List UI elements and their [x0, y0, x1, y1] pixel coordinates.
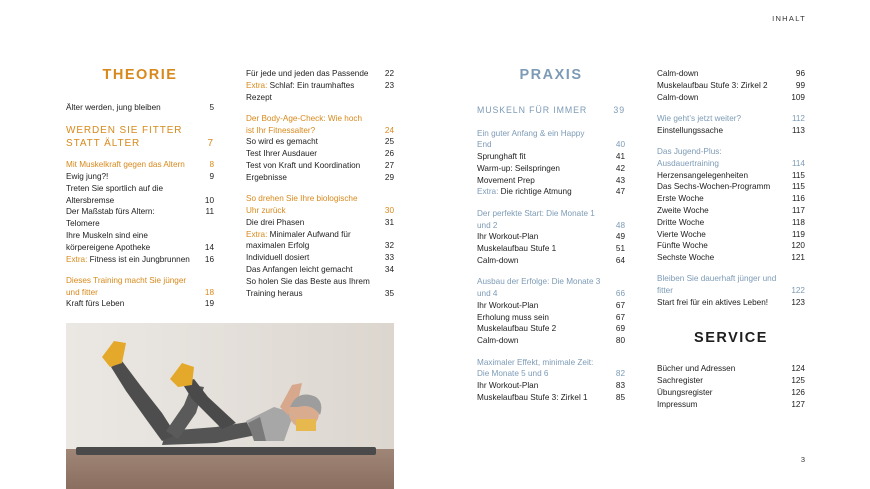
toc-entry[interactable]: Älter werden, jung bleiben 5 — [66, 102, 214, 112]
toc-entry[interactable]: Der Body-Age-Check: Wie hoch ist Ihr Fitnessalter? 24 — [246, 113, 394, 135]
toc-entry[interactable]: Ausbau der Erfolge: Die Monate 3 und 4 66 — [477, 277, 625, 299]
toc-entry[interactable]: Zweite Woche 117 — [657, 205, 805, 215]
toc-entry[interactable]: Test Ihrer Ausdauer 26 — [246, 149, 394, 159]
toc-entry[interactable]: Erholung muss sein 67 — [477, 312, 625, 322]
toc-entry[interactable]: Mit Muskelkraft gegen das Altern 8 — [66, 160, 214, 170]
toc-column-3 — [477, 68, 625, 404]
service-title: SERVICE — [694, 329, 768, 346]
toc-entry[interactable]: Calm-down 109 — [657, 92, 805, 102]
toc-entry[interactable]: So holen Sie das Beste aus Ihrem Training heraus 35 — [246, 276, 394, 298]
toc-entry[interactable]: Das Anfangen leicht gemacht 34 — [246, 264, 394, 274]
toc-entry[interactable]: Extra: Minimaler Aufwand für maximalen Erfolg 32 — [246, 229, 394, 251]
toc-entry[interactable]: Fünfte Woche 120 — [657, 241, 805, 251]
toc-entry[interactable]: Ewig jung?! 9 — [66, 172, 214, 181]
toc-entry[interactable]: Für jede und jeden das Passende 22 — [246, 69, 394, 78]
toc-entry[interactable]: Impressum 127 — [657, 399, 805, 409]
toc-entry[interactable]: Ein guter Anfang & ein Happy End 40 — [477, 128, 625, 150]
toc-entry[interactable]: Muskelaufbau Stufe 1 51 — [477, 244, 625, 254]
toc-column-1 — [66, 68, 214, 310]
toc-entry[interactable]: Vierte Woche 119 — [657, 229, 805, 239]
section-header: INHALT — [772, 14, 806, 23]
toc-entry[interactable]: Bücher und Adressen 124 — [657, 364, 805, 374]
toc-entry[interactable]: Sachregister 125 — [657, 376, 805, 386]
toc-entry[interactable]: Movement Prep 43 — [477, 175, 625, 185]
woman-exercising-illustration — [66, 323, 394, 489]
toc-entry[interactable]: Treten Sie sportlich auf die Altersbremse 10 — [66, 183, 214, 205]
toc-entry[interactable]: Sprunghaft fit 41 — [477, 152, 625, 162]
toc-entry[interactable]: Extra: Die richtige Atmung 47 — [477, 187, 625, 197]
toc-entry[interactable]: Calm-down 80 — [477, 336, 625, 346]
exercise-photo — [66, 323, 394, 489]
toc-entry[interactable]: Dieses Training macht Sie jünger und fitter 18 — [66, 275, 214, 297]
toc-entry[interactable]: Ihr Workout-Plan 49 — [477, 232, 625, 242]
toc-entry[interactable]: Die drei Phasen 31 — [246, 217, 394, 227]
toc-entry[interactable]: Bleiben Sie dauerhaft jünger und fitter 122 — [657, 274, 805, 296]
toc-entry[interactable]: Herzensangelegenheiten 115 — [657, 170, 805, 180]
toc-entry[interactable]: Individuell dosiert 33 — [246, 253, 394, 263]
toc-entry[interactable]: Einstellungssache 113 — [657, 125, 805, 135]
toc-entry[interactable]: Sechste Woche 121 — [657, 253, 805, 263]
theorie-title: THEORIE — [102, 67, 178, 83]
toc-entry[interactable]: Calm-down 64 — [477, 255, 625, 265]
toc-entry[interactable]: Ihre Muskeln sind eine körpereigene Apotheke 14 — [66, 230, 214, 252]
toc-entry[interactable]: Calm-down 96 — [657, 69, 805, 78]
toc-entry[interactable]: Muskelaufbau Stufe 2 69 — [477, 324, 625, 334]
toc-entry[interactable]: Maximaler Effekt, minimale Zeit: Die Monate 5 und 6 82 — [477, 357, 625, 379]
chapter-heading[interactable]: MUSKELN FÜR IMMER 39 — [477, 104, 625, 115]
toc-entry[interactable]: Das Jugend-Plus: Ausdauertraining 114 — [657, 146, 805, 168]
toc-entry[interactable]: Muskelaufbau Stufe 3: Zirkel 2 99 — [657, 80, 805, 90]
toc-entry[interactable]: Das Sechs-Wochen-Programm 115 — [657, 182, 805, 192]
toc-entry[interactable]: Warm-up: Seilspringen 42 — [477, 163, 625, 173]
praxis-title: PRAXIS — [519, 67, 583, 83]
toc-entry[interactable]: Dritte Woche 118 — [657, 217, 805, 227]
toc-entry[interactable]: Muskelaufbau Stufe 3: Zirkel 1 85 — [477, 392, 625, 402]
toc-column-2 — [246, 68, 394, 299]
page-number: 3 — [800, 455, 805, 464]
toc-entry[interactable]: Wie geht’s jetzt weiter? 112 — [657, 113, 805, 123]
toc-entry[interactable]: Kraft fürs Leben 19 — [66, 299, 214, 309]
toc-entry[interactable]: Ergebnisse 29 — [246, 172, 394, 182]
chapter-heading[interactable]: WERDEN SIE FITTER STATT ÄLTER 7 — [66, 125, 214, 149]
toc-entry[interactable]: Der Maßstab fürs Altern: Telomere 11 — [66, 207, 214, 229]
toc-entry[interactable]: So drehen Sie Ihre biologische Uhr zurück 30 — [246, 194, 394, 215]
toc-entry[interactable]: Erste Woche 116 — [657, 194, 805, 204]
toc-entry[interactable]: Start frei für ein aktives Leben! 123 — [657, 298, 805, 308]
toc-entry[interactable]: Der perfekte Start: Die Monate 1 und 2 48 — [477, 208, 625, 230]
toc-entry[interactable]: Ihr Workout-Plan 67 — [477, 300, 625, 310]
toc-entry[interactable]: Extra: Schlaf: Ein traumhaftes Rezept 23 — [246, 80, 394, 102]
toc-entry[interactable]: Extra: Fitness ist ein Jungbrunnen 16 — [66, 254, 214, 264]
toc-column-4 — [657, 68, 805, 411]
toc-entry[interactable]: Übungsregister 126 — [657, 387, 805, 397]
toc-entry[interactable]: So wird es gemacht 25 — [246, 137, 394, 147]
toc-entry[interactable]: Test von Kraft und Koordination 27 — [246, 161, 394, 171]
toc-entry[interactable]: Ihr Workout-Plan 83 — [477, 381, 625, 391]
